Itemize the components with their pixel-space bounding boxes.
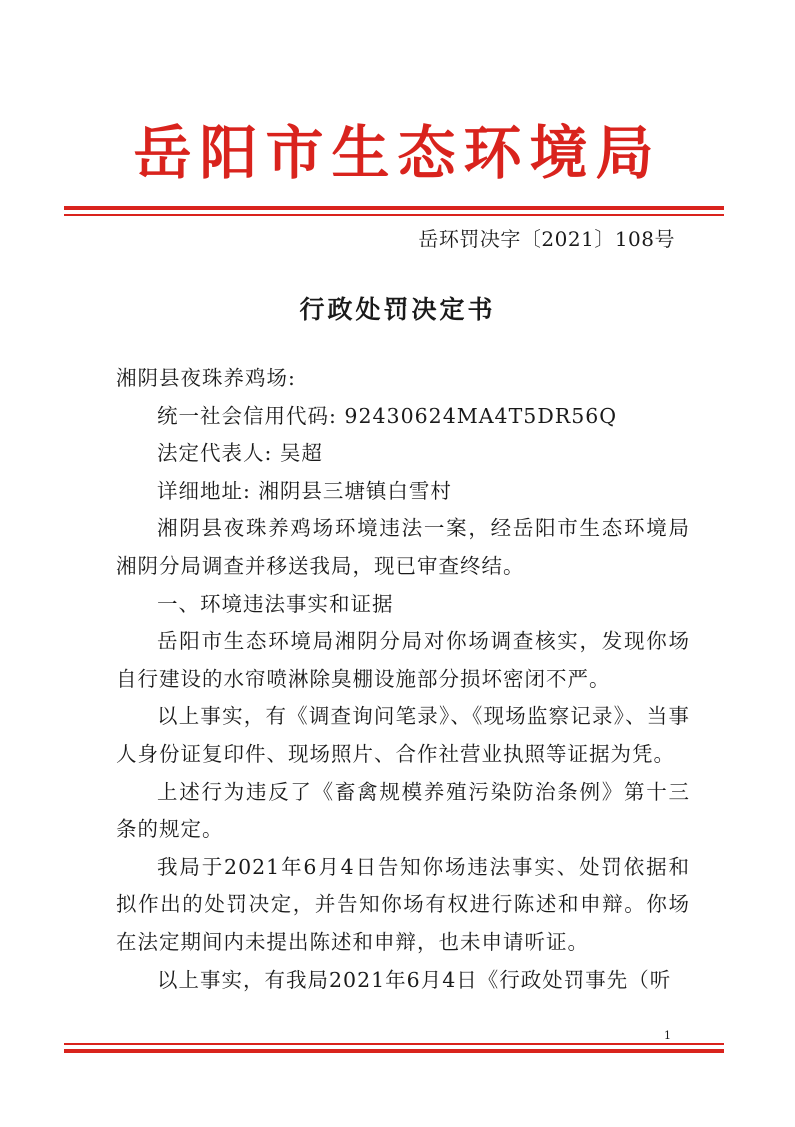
document-body	[116, 360, 690, 999]
paragraph-notice: 我局于2021年6月4日告知你场违法事实、处罚依据和拟作出的处罚决定，并告知你场有权进行陈述和申辩。你场在法定期间内未提出陈述和申辩，也未申请听证。	[116, 854, 690, 954]
footer-rule-thin	[64, 1043, 724, 1045]
detailed-address: 详细地址: 湘阴县三塘镇白雪村	[157, 478, 452, 503]
paragraph-violation: 上述行为违反了《畜禽规模养殖污染防治条例》第十三条的规定。	[116, 779, 690, 842]
header-rule-thick	[64, 206, 724, 210]
section-heading: 一、环境违法事实和证据	[157, 591, 394, 616]
paragraph-facts: 岳阳市生态环境局湘阴分局对你场调查核实，发现你场自行建设的水帘喷淋除臭棚设施部分损坏密闭不严。	[116, 629, 690, 691]
document-title: 行政处罚决定书	[299, 295, 496, 324]
paragraph-evidence: 以上事实，有《调查询问笔录》、《现场监察记录》、当事人身份证复印件、现场照片、合作社营业执照等证据为凭。	[116, 704, 690, 766]
legal-representative: 法定代表人: 吴超	[157, 441, 323, 466]
footer-rule-thick	[64, 1049, 724, 1053]
credit-code: 统一社会信用代码: 92430624MA4T5DR56Q	[157, 403, 618, 428]
addressee: 湘阴县夜珠养鸡场:	[116, 366, 296, 390]
page-number: 1	[664, 1029, 671, 1042]
paragraph-continued: 以上事实，有我局2021年6月4日《行政处罚事先（听	[157, 967, 672, 992]
header-rule-thin	[64, 214, 724, 216]
document-number: 岳环罚决字〔2021〕108号	[418, 227, 675, 251]
issuing-authority-title: 岳阳市生态环境局	[133, 119, 662, 187]
case-intro: 湘阴县夜珠养鸡场环境违法一案，经岳阳市生态环境局湘阴分局调查并移送我局，现已审查终结。	[116, 516, 690, 578]
